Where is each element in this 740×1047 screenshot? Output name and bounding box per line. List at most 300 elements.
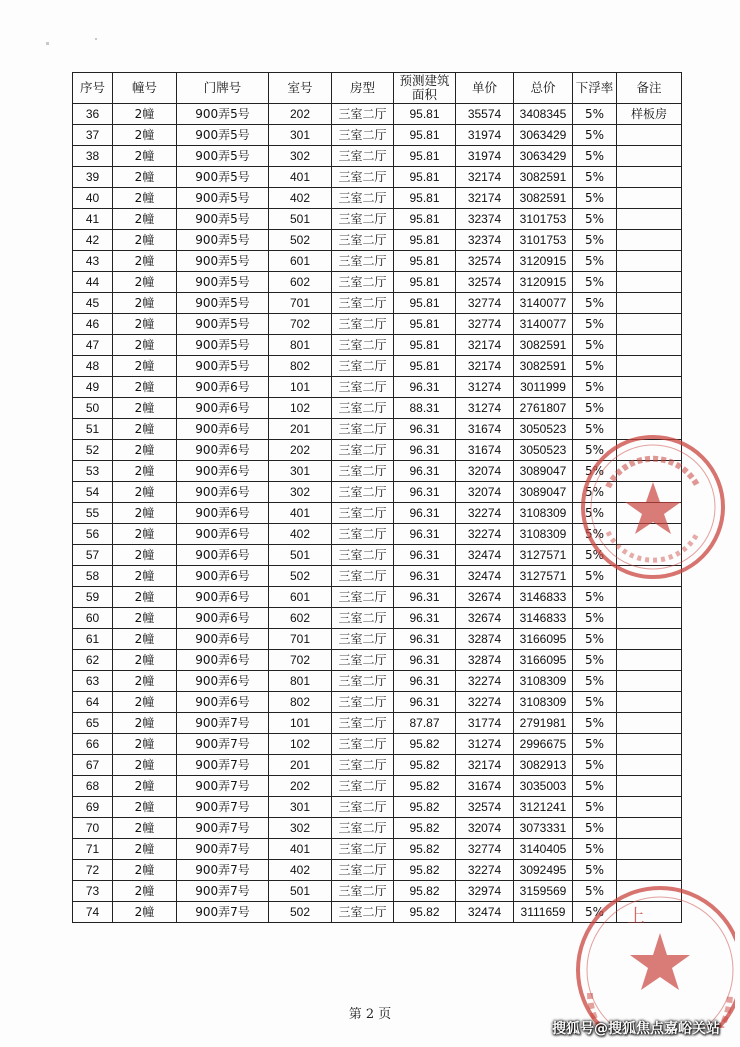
cell-building: 2幢 — [113, 734, 177, 755]
cell-seq: 45 — [73, 293, 113, 314]
header-note: 备注 — [617, 73, 682, 104]
cell-area: 87.87 — [394, 713, 456, 734]
cell-building: 2幢 — [113, 839, 177, 860]
cell-note — [617, 314, 682, 335]
cell-area: 96.31 — [394, 650, 456, 671]
cell-discount: 5% — [573, 335, 617, 356]
cell-door: 900弄5号 — [177, 251, 269, 272]
cell-discount: 5% — [573, 797, 617, 818]
cell-note — [617, 692, 682, 713]
cell-area: 96.31 — [394, 629, 456, 650]
cell-type: 三室二厅 — [332, 881, 394, 902]
cell-door: 900弄5号 — [177, 314, 269, 335]
table-row — [73, 335, 682, 356]
cell-door: 900弄5号 — [177, 230, 269, 251]
cell-door: 900弄6号 — [177, 461, 269, 482]
cell-note — [617, 188, 682, 209]
cell-door: 900弄7号 — [177, 902, 269, 923]
table-row — [73, 902, 682, 923]
cell-area: 95.82 — [394, 839, 456, 860]
cell-type: 三室二厅 — [332, 230, 394, 251]
table-row — [73, 713, 682, 734]
cell-discount: 5% — [573, 692, 617, 713]
cell-building: 2幢 — [113, 755, 177, 776]
cell-discount: 5% — [573, 776, 617, 797]
cell-note — [617, 482, 682, 503]
cell-building: 2幢 — [113, 902, 177, 923]
cell-unit-price: 32974 — [456, 881, 514, 902]
table-row — [73, 692, 682, 713]
table-row — [73, 461, 682, 482]
cell-total: 2761807 — [514, 398, 573, 419]
table-row — [73, 818, 682, 839]
cell-room: 302 — [269, 818, 332, 839]
table-row — [73, 839, 682, 860]
cell-door: 900弄5号 — [177, 188, 269, 209]
cell-unit-price: 31774 — [456, 713, 514, 734]
cell-seq: 58 — [73, 566, 113, 587]
cell-area: 96.31 — [394, 377, 456, 398]
cell-seq: 64 — [73, 692, 113, 713]
cell-seq: 46 — [73, 314, 113, 335]
cell-area: 96.31 — [394, 419, 456, 440]
cell-total: 3082913 — [514, 755, 573, 776]
cell-note — [617, 272, 682, 293]
cell-unit-price: 32474 — [456, 902, 514, 923]
table-row — [73, 356, 682, 377]
cell-area: 96.31 — [394, 566, 456, 587]
cell-area: 95.81 — [394, 104, 456, 125]
cell-area: 95.81 — [394, 251, 456, 272]
cell-total: 3140405 — [514, 839, 573, 860]
cell-total: 3108309 — [514, 524, 573, 545]
cell-building: 2幢 — [113, 356, 177, 377]
cell-door: 900弄7号 — [177, 881, 269, 902]
cell-discount: 5% — [573, 293, 617, 314]
table-row — [73, 608, 682, 629]
cell-type: 三室二厅 — [332, 356, 394, 377]
cell-building: 2幢 — [113, 188, 177, 209]
cell-door: 900弄7号 — [177, 860, 269, 881]
cell-note — [617, 566, 682, 587]
cell-door: 900弄7号 — [177, 818, 269, 839]
cell-door: 900弄6号 — [177, 524, 269, 545]
cell-building: 2幢 — [113, 797, 177, 818]
cell-type: 三室二厅 — [332, 671, 394, 692]
cell-area: 96.31 — [394, 503, 456, 524]
table-row — [73, 629, 682, 650]
cell-type: 三室二厅 — [332, 398, 394, 419]
cell-room: 102 — [269, 734, 332, 755]
cell-seq: 53 — [73, 461, 113, 482]
cell-seq: 70 — [73, 818, 113, 839]
cell-total: 3101753 — [514, 230, 573, 251]
cell-total: 3111659 — [514, 902, 573, 923]
cell-discount: 5% — [573, 146, 617, 167]
cell-type: 三室二厅 — [332, 566, 394, 587]
cell-building: 2幢 — [113, 482, 177, 503]
cell-door: 900弄6号 — [177, 692, 269, 713]
cell-type: 三室二厅 — [332, 776, 394, 797]
cell-room: 301 — [269, 461, 332, 482]
cell-area: 95.82 — [394, 755, 456, 776]
table-row — [73, 734, 682, 755]
cell-note — [617, 440, 682, 461]
cell-unit-price: 32174 — [456, 335, 514, 356]
cell-note — [617, 818, 682, 839]
cell-building: 2幢 — [113, 671, 177, 692]
cell-type: 三室二厅 — [332, 167, 394, 188]
cell-building: 2幢 — [113, 146, 177, 167]
cell-building: 2幢 — [113, 818, 177, 839]
cell-area: 95.82 — [394, 797, 456, 818]
cell-unit-price: 32274 — [456, 671, 514, 692]
cell-seq: 56 — [73, 524, 113, 545]
cell-type: 三室二厅 — [332, 734, 394, 755]
cell-total: 3092495 — [514, 860, 573, 881]
cell-discount: 5% — [573, 167, 617, 188]
cell-unit-price: 32074 — [456, 818, 514, 839]
cell-note — [617, 524, 682, 545]
cell-area: 95.82 — [394, 881, 456, 902]
cell-unit-price: 31674 — [456, 419, 514, 440]
cell-note — [617, 671, 682, 692]
cell-room: 801 — [269, 671, 332, 692]
cell-type: 三室二厅 — [332, 503, 394, 524]
cell-building: 2幢 — [113, 650, 177, 671]
table-row — [73, 251, 682, 272]
cell-total: 3082591 — [514, 356, 573, 377]
cell-unit-price: 32274 — [456, 524, 514, 545]
cell-seq: 52 — [73, 440, 113, 461]
cell-unit-price: 31274 — [456, 398, 514, 419]
cell-building: 2幢 — [113, 776, 177, 797]
cell-room: 502 — [269, 902, 332, 923]
cell-unit-price: 32074 — [456, 461, 514, 482]
table-row — [73, 566, 682, 587]
cell-discount: 5% — [573, 125, 617, 146]
scan-speck — [95, 38, 97, 40]
cell-type: 三室二厅 — [332, 314, 394, 335]
cell-area: 95.81 — [394, 167, 456, 188]
cell-note — [617, 335, 682, 356]
cell-area: 95.81 — [394, 125, 456, 146]
cell-discount: 5% — [573, 461, 617, 482]
header-building: 幢号 — [113, 73, 177, 104]
cell-total: 3073331 — [514, 818, 573, 839]
table-row — [73, 377, 682, 398]
cell-discount: 5% — [573, 818, 617, 839]
cell-type: 三室二厅 — [332, 146, 394, 167]
cell-type: 三室二厅 — [332, 419, 394, 440]
cell-door: 900弄5号 — [177, 335, 269, 356]
cell-note — [617, 755, 682, 776]
header-door: 门牌号 — [177, 73, 269, 104]
cell-discount: 5% — [573, 755, 617, 776]
cell-total: 3089047 — [514, 461, 573, 482]
cell-note — [617, 776, 682, 797]
cell-discount: 5% — [573, 734, 617, 755]
header-discount: 下浮率 — [573, 73, 617, 104]
cell-seq: 61 — [73, 629, 113, 650]
cell-door: 900弄6号 — [177, 629, 269, 650]
cell-seq: 62 — [73, 650, 113, 671]
cell-room: 702 — [269, 650, 332, 671]
cell-total: 3063429 — [514, 146, 573, 167]
cell-room: 601 — [269, 251, 332, 272]
cell-building: 2幢 — [113, 461, 177, 482]
header-unit-price: 单价 — [456, 73, 514, 104]
cell-area: 96.31 — [394, 671, 456, 692]
cell-room: 601 — [269, 587, 332, 608]
cell-door: 900弄6号 — [177, 482, 269, 503]
cell-type: 三室二厅 — [332, 293, 394, 314]
cell-unit-price: 32674 — [456, 587, 514, 608]
cell-discount: 5% — [573, 881, 617, 902]
cell-unit-price: 32574 — [456, 797, 514, 818]
header-area-line2: 面积 — [411, 87, 437, 102]
cell-total: 3035003 — [514, 776, 573, 797]
table-row — [73, 650, 682, 671]
cell-seq: 42 — [73, 230, 113, 251]
cell-area: 95.81 — [394, 356, 456, 377]
header-area-line1: 预测建筑 — [399, 73, 450, 88]
cell-unit-price: 31674 — [456, 440, 514, 461]
cell-seq: 74 — [73, 902, 113, 923]
cell-area: 95.81 — [394, 188, 456, 209]
cell-building: 2幢 — [113, 398, 177, 419]
cell-area: 95.81 — [394, 209, 456, 230]
cell-note — [617, 839, 682, 860]
cell-unit-price: 35574 — [456, 104, 514, 125]
cell-door: 900弄6号 — [177, 671, 269, 692]
cell-total: 3108309 — [514, 671, 573, 692]
table-row — [73, 314, 682, 335]
cell-seq: 49 — [73, 377, 113, 398]
cell-room: 301 — [269, 125, 332, 146]
cell-door: 900弄6号 — [177, 503, 269, 524]
cell-discount: 5% — [573, 377, 617, 398]
cell-seq: 48 — [73, 356, 113, 377]
cell-unit-price: 31274 — [456, 734, 514, 755]
cell-room: 702 — [269, 314, 332, 335]
cell-discount: 5% — [573, 209, 617, 230]
cell-room: 102 — [269, 398, 332, 419]
cell-seq: 37 — [73, 125, 113, 146]
cell-total: 3146833 — [514, 587, 573, 608]
cell-seq: 38 — [73, 146, 113, 167]
cell-door: 900弄5号 — [177, 146, 269, 167]
cell-type: 三室二厅 — [332, 272, 394, 293]
cell-total: 3089047 — [514, 482, 573, 503]
cell-total: 3127571 — [514, 566, 573, 587]
cell-room: 501 — [269, 209, 332, 230]
cell-room: 101 — [269, 377, 332, 398]
cell-total: 3063429 — [514, 125, 573, 146]
cell-type: 三室二厅 — [332, 902, 394, 923]
cell-note — [617, 146, 682, 167]
cell-room: 201 — [269, 419, 332, 440]
cell-discount: 5% — [573, 482, 617, 503]
cell-discount: 5% — [573, 650, 617, 671]
cell-type: 三室二厅 — [332, 860, 394, 881]
cell-seq: 55 — [73, 503, 113, 524]
cell-type: 三室二厅 — [332, 692, 394, 713]
cell-door: 900弄5号 — [177, 125, 269, 146]
cell-discount: 5% — [573, 398, 617, 419]
cell-door: 900弄7号 — [177, 734, 269, 755]
cell-total: 3108309 — [514, 692, 573, 713]
cell-note — [617, 608, 682, 629]
cell-room: 802 — [269, 356, 332, 377]
cell-type: 三室二厅 — [332, 587, 394, 608]
cell-total: 3050523 — [514, 440, 573, 461]
cell-building: 2幢 — [113, 377, 177, 398]
cell-seq: 54 — [73, 482, 113, 503]
cell-door: 900弄7号 — [177, 713, 269, 734]
cell-building: 2幢 — [113, 692, 177, 713]
cell-unit-price: 32874 — [456, 629, 514, 650]
header-seq: 序号 — [73, 73, 113, 104]
cell-door: 900弄5号 — [177, 209, 269, 230]
cell-note — [617, 377, 682, 398]
cell-note — [617, 629, 682, 650]
cell-room: 602 — [269, 608, 332, 629]
cell-total: 3011999 — [514, 377, 573, 398]
cell-discount: 5% — [573, 629, 617, 650]
cell-total: 3050523 — [514, 419, 573, 440]
cell-discount: 5% — [573, 188, 617, 209]
cell-room: 502 — [269, 230, 332, 251]
table-row — [73, 587, 682, 608]
cell-room: 701 — [269, 293, 332, 314]
cell-door: 900弄5号 — [177, 356, 269, 377]
cell-type: 三室二厅 — [332, 713, 394, 734]
cell-door: 900弄6号 — [177, 608, 269, 629]
cell-unit-price: 32774 — [456, 839, 514, 860]
cell-seq: 63 — [73, 671, 113, 692]
cell-room: 401 — [269, 839, 332, 860]
cell-room: 802 — [269, 692, 332, 713]
cell-note — [617, 713, 682, 734]
header-room: 室号 — [269, 73, 332, 104]
cell-seq: 71 — [73, 839, 113, 860]
cell-unit-price: 32374 — [456, 230, 514, 251]
cell-type: 三室二厅 — [332, 650, 394, 671]
cell-area: 96.31 — [394, 461, 456, 482]
cell-area: 96.31 — [394, 524, 456, 545]
table-row — [73, 755, 682, 776]
cell-unit-price: 32474 — [456, 566, 514, 587]
cell-type: 三室二厅 — [332, 188, 394, 209]
cell-note — [617, 503, 682, 524]
page-number: 第 2 页 — [348, 1007, 392, 1022]
cell-door: 900弄5号 — [177, 272, 269, 293]
cell-unit-price: 32774 — [456, 314, 514, 335]
cell-seq: 59 — [73, 587, 113, 608]
cell-discount: 5% — [573, 419, 617, 440]
cell-door: 900弄5号 — [177, 293, 269, 314]
cell-room: 101 — [269, 713, 332, 734]
cell-room: 801 — [269, 335, 332, 356]
cell-discount: 5% — [573, 314, 617, 335]
cell-total: 3140077 — [514, 293, 573, 314]
cell-total: 2996675 — [514, 734, 573, 755]
cell-room: 602 — [269, 272, 332, 293]
cell-unit-price: 32274 — [456, 503, 514, 524]
cell-type: 三室二厅 — [332, 818, 394, 839]
cell-area: 95.81 — [394, 230, 456, 251]
cell-discount: 5% — [573, 860, 617, 881]
table-row — [73, 104, 682, 125]
cell-area: 95.81 — [394, 335, 456, 356]
cell-type: 三室二厅 — [332, 482, 394, 503]
cell-type: 三室二厅 — [332, 755, 394, 776]
cell-discount: 5% — [573, 566, 617, 587]
cell-building: 2幢 — [113, 524, 177, 545]
cell-area: 96.31 — [394, 692, 456, 713]
cell-seq: 68 — [73, 776, 113, 797]
cell-door: 900弄7号 — [177, 797, 269, 818]
cell-total: 3101753 — [514, 209, 573, 230]
cell-type: 三室二厅 — [332, 461, 394, 482]
cell-door: 900弄6号 — [177, 545, 269, 566]
cell-building: 2幢 — [113, 860, 177, 881]
cell-seq: 44 — [73, 272, 113, 293]
cell-seq: 67 — [73, 755, 113, 776]
cell-building: 2幢 — [113, 314, 177, 335]
cell-note — [617, 251, 682, 272]
scan-speck — [46, 42, 49, 45]
cell-building: 2幢 — [113, 587, 177, 608]
table-row — [73, 188, 682, 209]
cell-note — [617, 125, 682, 146]
cell-area: 96.31 — [394, 545, 456, 566]
cell-seq: 72 — [73, 860, 113, 881]
cell-room: 402 — [269, 524, 332, 545]
cell-discount: 5% — [573, 272, 617, 293]
cell-building: 2幢 — [113, 713, 177, 734]
cell-type: 三室二厅 — [332, 524, 394, 545]
cell-building: 2幢 — [113, 545, 177, 566]
cell-total: 3146833 — [514, 608, 573, 629]
cell-total: 3159569 — [514, 881, 573, 902]
cell-total: 2791981 — [514, 713, 573, 734]
cell-unit-price: 31974 — [456, 125, 514, 146]
cell-door: 900弄7号 — [177, 755, 269, 776]
cell-room: 402 — [269, 188, 332, 209]
price-table — [72, 72, 682, 923]
header-type: 房型 — [332, 73, 394, 104]
table-row — [73, 209, 682, 230]
cell-seq: 57 — [73, 545, 113, 566]
cell-total: 3166095 — [514, 629, 573, 650]
cell-discount: 5% — [573, 356, 617, 377]
cell-area: 88.31 — [394, 398, 456, 419]
table-row — [73, 524, 682, 545]
source-watermark: 搜狐号@搜狐焦点嘉峪关站 — [552, 1021, 720, 1037]
cell-room: 401 — [269, 167, 332, 188]
table-row — [73, 293, 682, 314]
cell-unit-price: 32074 — [456, 482, 514, 503]
cell-door: 900弄6号 — [177, 440, 269, 461]
cell-note — [617, 209, 682, 230]
cell-unit-price: 31274 — [456, 377, 514, 398]
table-row — [73, 482, 682, 503]
cell-unit-price: 32174 — [456, 356, 514, 377]
cell-type: 三室二厅 — [332, 335, 394, 356]
cell-door: 900弄6号 — [177, 566, 269, 587]
